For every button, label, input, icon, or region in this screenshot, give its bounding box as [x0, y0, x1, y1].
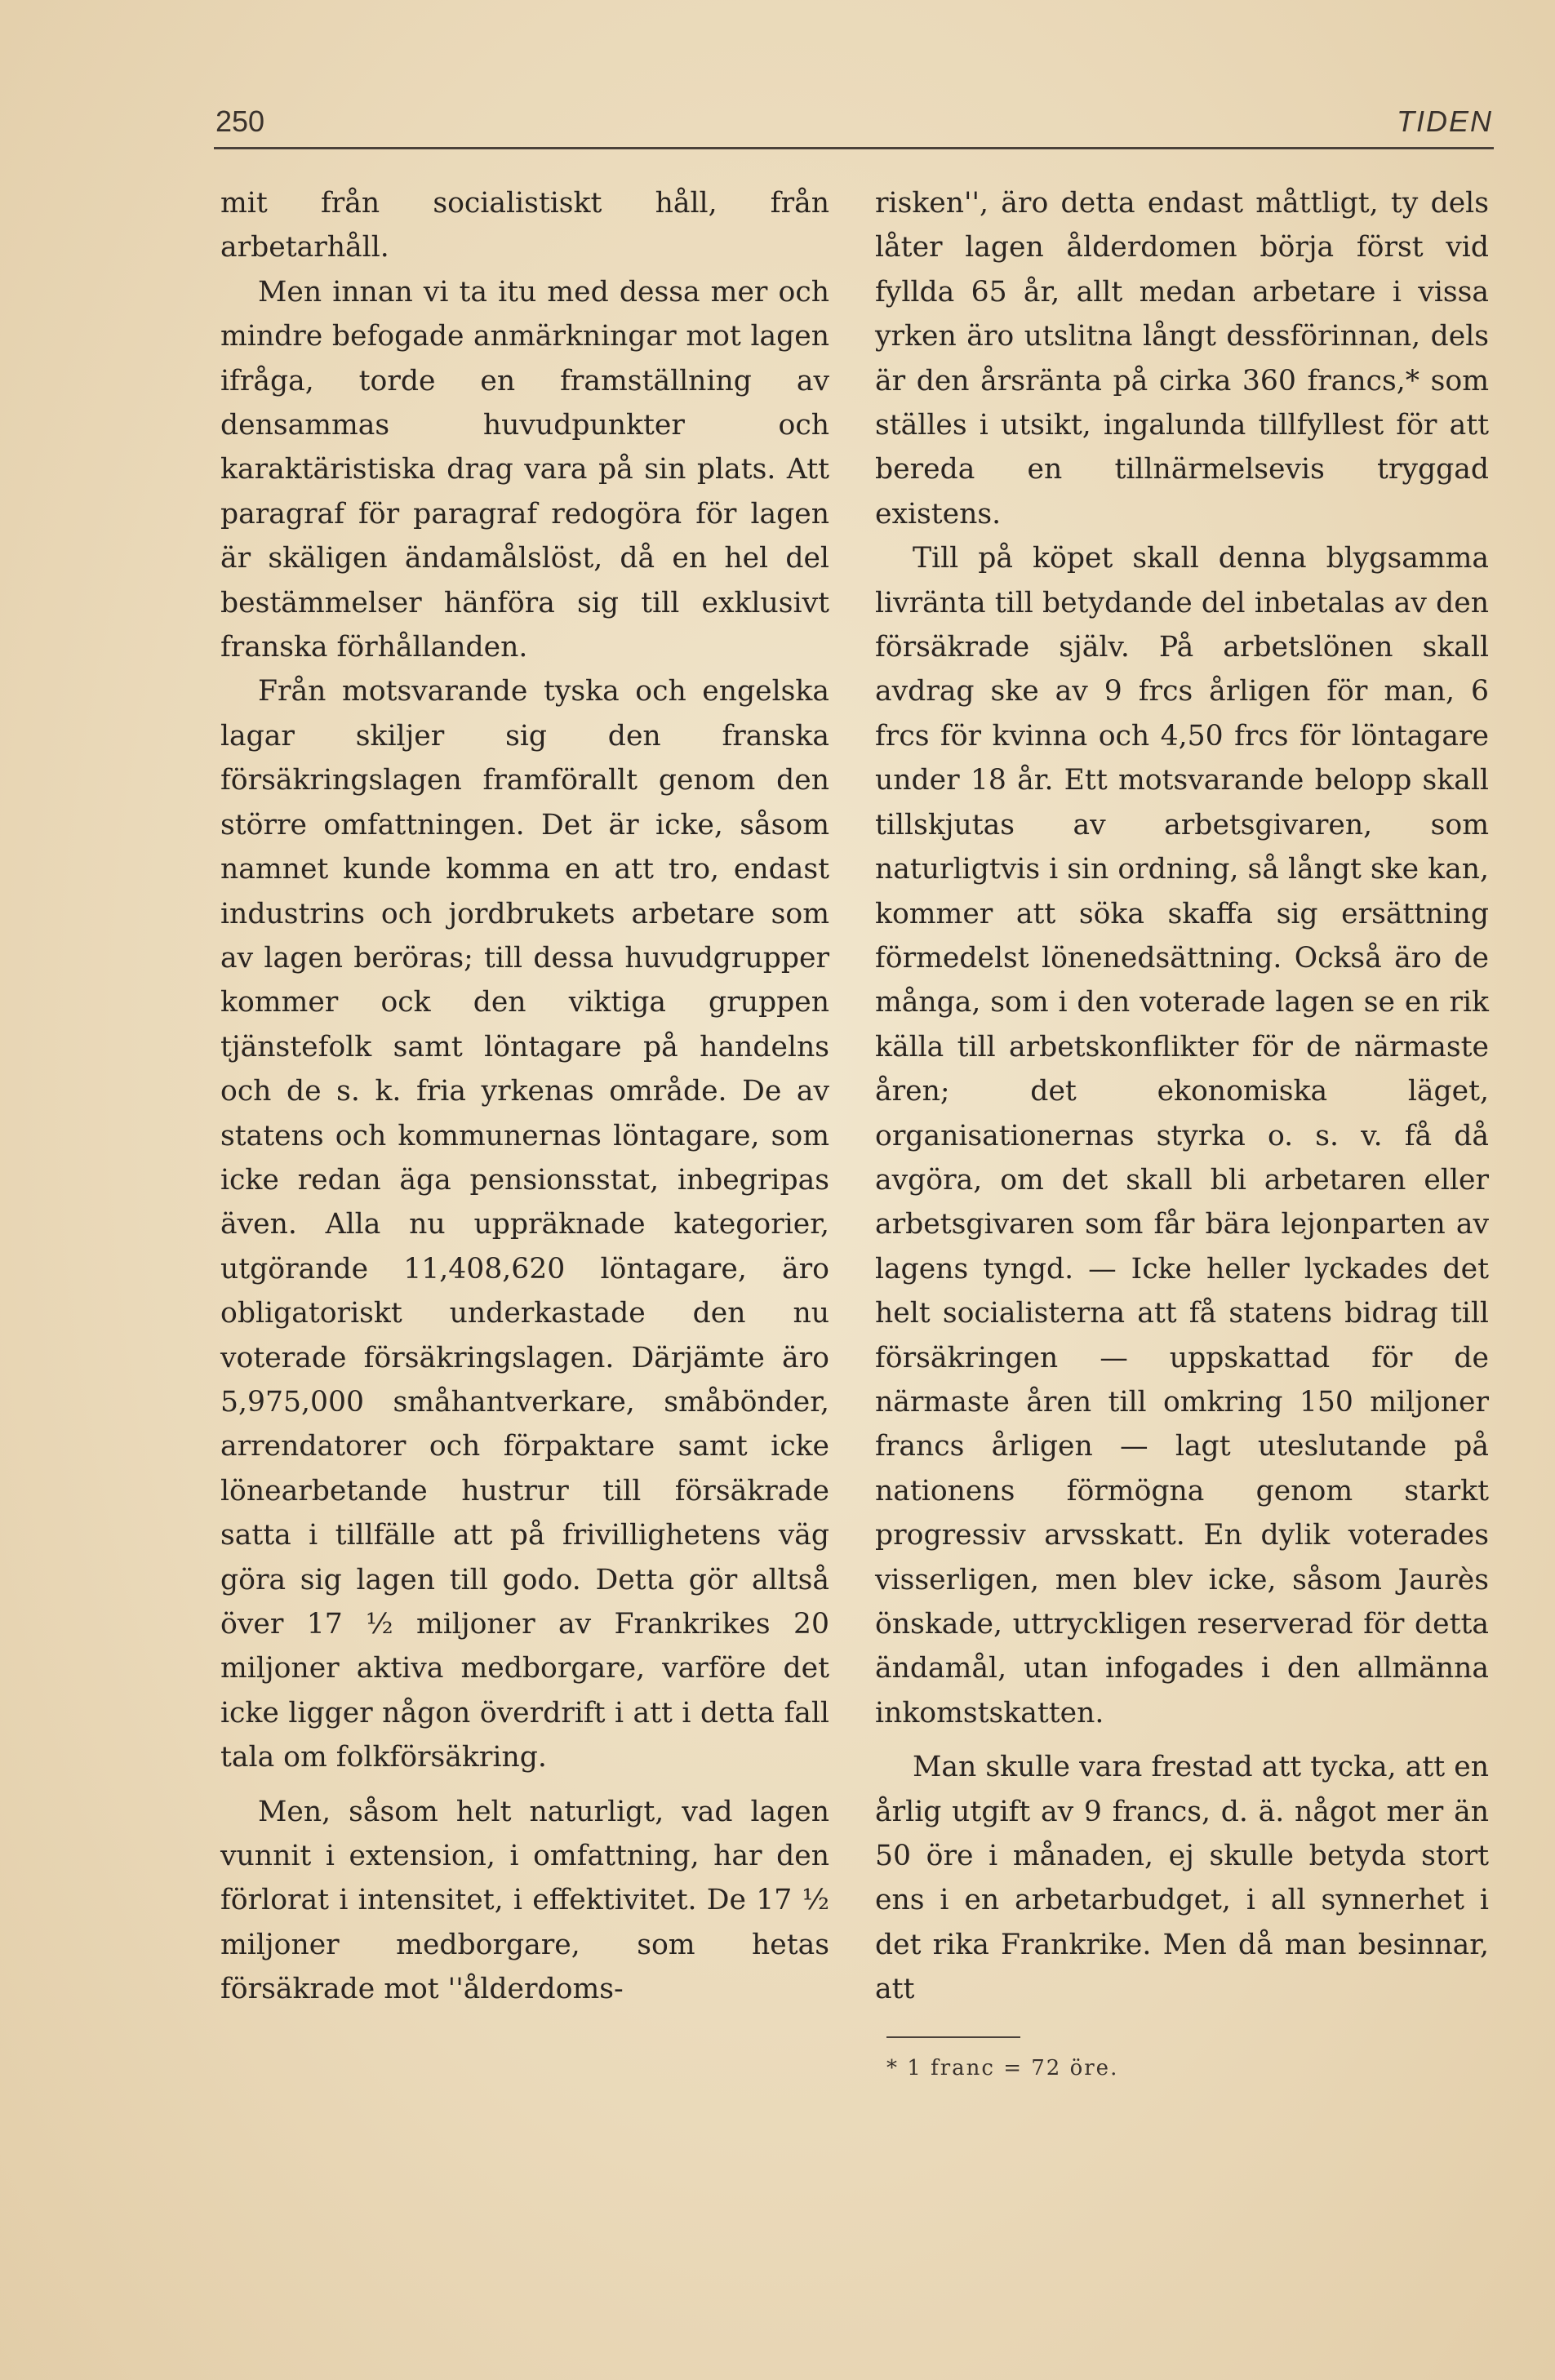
paragraph: risken'', äro detta endast måttligt, ty dels låter lagen ålderdomen börja först vid fyllda 65 år, allt medan arbetare i vissa yrken äro utslitna långt dessförinnan, dels är den årsränta på cirka 360 francs,* som ställes i utsikt, ingalunda tillfyllest för att bereda en tillnärmelsevis tryggad existens.: [875, 187, 1489, 531]
paragraph: Men innan vi ta itu med dessa mer och mindre befogade anmärkningar mot lagen ifråga, torde en framställning av densammas huvudpunkter och karaktäristiska drag vara på sin plats. Att paragraf för paragraf redogöra för lagen är skäligen ändamålslöst, då en hel del bestämmelser hänföra sig till exklusivt franska förhållanden.: [220, 275, 829, 664]
paragraph: Från motsvarande tyska och engelska lagar skiljer sig den franska försäkringslagen framförallt genom den större omfattningen. Det är icke, såsom namnet kunde komma en att tro, endast industrins och jordbrukets arbetare som av lagen beröras; till dessa huvudgrupper kommer ock den viktiga gruppen tjänstefolk samt löntagare på handelns och de s. k. fria yrkenas område. De av statens och kommunernas löntagare, som icke redan äga pensionsstat, inbegripas även. Alla nu uppräknade kategorier, utgörande 11,408,620 löntagare, äro obligatoriskt underkastade den nu voterade försäkringslagen. Därjämte äro 5,975,000 småhantverkare, småbönder, arrendatorer och förpaktare samt icke lönearbetande hustrur till försäkrade satta i tillfälle att på frivillighetens väg göra sig lagen till godo. Detta gör alltså över 17 ½ miljoner av Frankrikes 20 miljoner aktiva medborgare, varföre det icke ligger någon överdrift i att i detta fall tala om folkförsäkring.: [220, 675, 829, 1774]
footnote: * 1 franc = 72 öre.: [886, 2056, 1119, 2080]
paragraph: Men, såsom helt naturligt, vad lagen vunnit i extension, i omfattning, har den förlorat i intensitet, i effektivitet. De 17 ½ miljoner medborgare, som hetas försäkrade mot ''ålderdoms-: [220, 1795, 829, 2006]
footnote-rule: [886, 2036, 1020, 2038]
paragraph: Man skulle vara frestad att tycka, att en årlig utgift av 9 francs, d. ä. något mer än 50 öre i månaden, ej skulle betyda stort ens i en arbetarbudget, i all synnerhet i det rika Frankrike. Men då man besinnar, att: [875, 1751, 1489, 2006]
journal-title: TIDEN: [1397, 104, 1493, 138]
paragraph: Till på köpet skall denna blygsamma livränta till betydande del inbetalas av den försäkrade själv. På arbetslönen skall avdrag ske av 9 frcs årligen för man, 6 frcs för kvinna och 4,50 frcs för löntagare under 18 år. Ett motsvarande belopp skall tillskjutas av arbetsgivaren, som naturligtvis i sin ordning, så långt ske kan, kommer att söka skaffa sig ersättning förmedelst lönenedsättning. Också äro de många, som i den voterade lagen se en rik källa till arbetskonflikter för de närmaste åren; det ekonomiska läget, organisationernas styrka o. s. v. få då avgöra, om det skall bli arbetaren eller arbetsgivaren som får bära lejonparten av lagens tyngd. — Icke heller lyckades det helt socialisterna att få statens bidrag till försäkringen — uppskattad för de närmaste åren till omkring 150 miljoner francs årligen — lagt uteslutande på nationens förmögna genom starkt progressiv arvsskatt. En dylik voterades visserligen, men blev icke, såsom Jaurès önskade, uttryckligen reserverad för detta ändamål, utan infogades i den allmänna inkomstskatten.: [875, 542, 1489, 1729]
header-rule: [214, 147, 1494, 149]
page-number: 250: [215, 104, 265, 138]
right-column: [875, 181, 1489, 2012]
left-column: [220, 181, 829, 2012]
paragraph: mit från socialistiskt håll, från arbetarhåll.: [220, 187, 829, 264]
